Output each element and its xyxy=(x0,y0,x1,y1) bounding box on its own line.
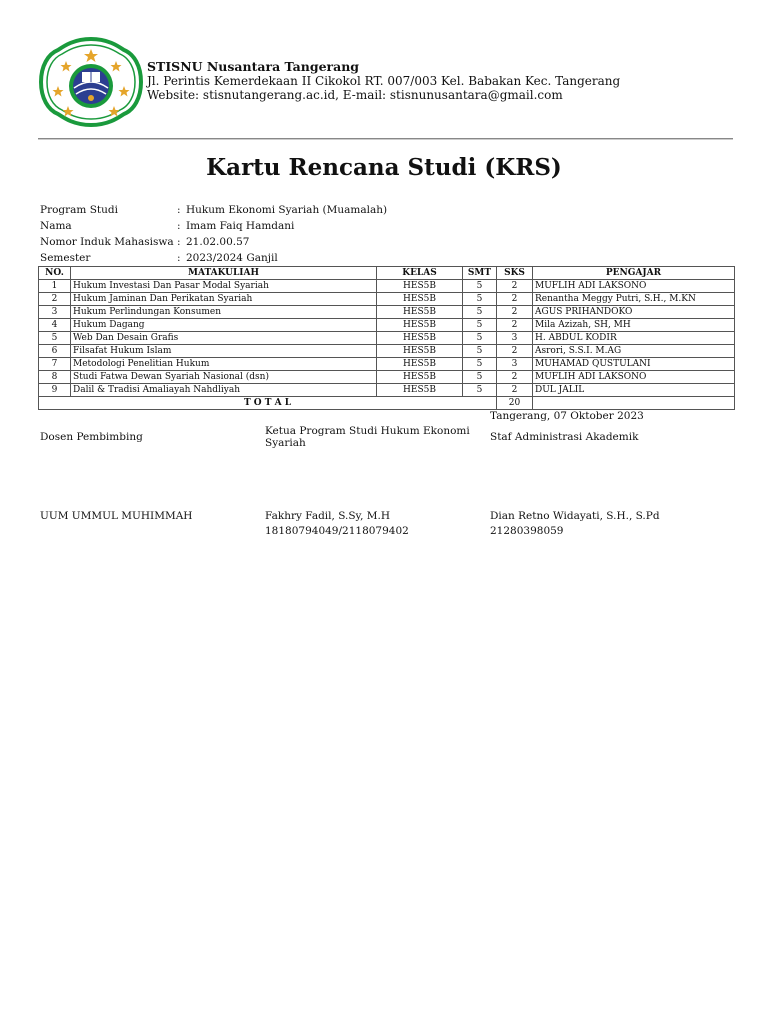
cell-lecturer: MUHAMAD QUSTULANI xyxy=(533,358,735,371)
table-row xyxy=(39,358,735,371)
cell-smt: 5 xyxy=(463,332,497,345)
institution-contact: Website: stisnutangerang.ac.id, E-mail: stisnunusantara@gmail.com xyxy=(147,88,563,102)
institution-address: Jl. Perintis Kemerdekaan II Cikokol RT. 007/003 Kel. Babakan Kec. Tangerang xyxy=(147,74,621,88)
cell-no: 5 xyxy=(39,332,71,345)
header-sks: SKS xyxy=(497,267,533,280)
cell-no: 2 xyxy=(39,293,71,306)
total-label: T O T A L xyxy=(39,397,497,410)
cell-lecturer: AGUS PRIHANDOKO xyxy=(533,306,735,319)
colon: : xyxy=(177,220,181,232)
cell-class: HES5B xyxy=(377,384,463,397)
table-row xyxy=(39,345,735,358)
course-table xyxy=(38,266,735,410)
cell-lecturer: MUFLIH ADI LAKSONO xyxy=(533,280,735,293)
cell-sks: 2 xyxy=(497,293,533,306)
cell-course: Filsafat Hukum Islam xyxy=(71,345,377,358)
cell-smt: 5 xyxy=(463,358,497,371)
colon: : xyxy=(177,236,181,248)
cell-no: 9 xyxy=(39,384,71,397)
header-no: NO. xyxy=(39,267,71,280)
total-empty xyxy=(533,397,735,410)
header-lecturer: PENGAJAR xyxy=(533,267,735,280)
head-name: Fakhry Fadil, S.Sy, M.H xyxy=(265,510,391,522)
advisor-title: Dosen Pembimbing xyxy=(40,431,143,443)
cell-lecturer: Mila Azizah, SH, MH xyxy=(533,319,735,332)
name-value: Imam Faiq Hamdani xyxy=(186,220,295,232)
advisor-name: UUM UMMUL MUHIMMAH xyxy=(40,510,193,522)
cell-sks: 2 xyxy=(497,384,533,397)
cell-course: Dalil & Tradisi Amaliayah Nahdliyah xyxy=(71,384,377,397)
cell-no: 7 xyxy=(39,358,71,371)
cell-class: HES5B xyxy=(377,345,463,358)
student-info xyxy=(40,202,387,266)
table-row xyxy=(39,293,735,306)
cell-no: 4 xyxy=(39,319,71,332)
header-divider xyxy=(38,138,733,140)
table-row xyxy=(39,306,735,319)
page-title: Kartu Rencana Studi (KRS) xyxy=(206,154,562,181)
cell-course: Hukum Investasi Dan Pasar Modal Syariah xyxy=(71,280,377,293)
table-row xyxy=(39,319,735,332)
cell-lecturer: H. ABDUL KODIR xyxy=(533,332,735,345)
cell-sks: 2 xyxy=(497,371,533,384)
head-id: 18180794049/2118079402 xyxy=(265,525,409,537)
cell-class: HES5B xyxy=(377,280,463,293)
admin-name: Dian Retno Widayati, S.H., S.Pd xyxy=(490,510,660,522)
cell-smt: 5 xyxy=(463,371,497,384)
nim-row xyxy=(40,234,387,250)
table-row xyxy=(39,280,735,293)
cell-smt: 5 xyxy=(463,345,497,358)
admin-title: Staf Administrasi Akademik xyxy=(490,431,639,443)
cell-no: 1 xyxy=(39,280,71,293)
cell-sks: 2 xyxy=(497,319,533,332)
table-row xyxy=(39,384,735,397)
cell-class: HES5B xyxy=(377,319,463,332)
cell-course: Metodologi Penelitian Hukum xyxy=(71,358,377,371)
institution-header xyxy=(147,60,620,102)
colon: : xyxy=(177,252,181,264)
cell-course: Hukum Perlindungan Konsumen xyxy=(71,306,377,319)
cell-class: HES5B xyxy=(377,293,463,306)
cell-smt: 5 xyxy=(463,319,497,332)
cell-smt: 5 xyxy=(463,293,497,306)
program-row xyxy=(40,202,387,218)
program-value: Hukum Ekonomi Syariah (Muamalah) xyxy=(186,204,388,216)
header-course: MATAKULIAH xyxy=(71,267,377,280)
nim-value: 21.02.00.57 xyxy=(186,236,250,248)
cell-class: HES5B xyxy=(377,332,463,345)
nim-label: Nomor Induk Mahasiswa xyxy=(40,236,174,248)
cell-no: 8 xyxy=(39,371,71,384)
cell-sks: 3 xyxy=(497,358,533,371)
cell-lecturer: Asrori, S.S.I. M.AG xyxy=(533,345,735,358)
place-date: Tangerang, 07 Oktober 2023 xyxy=(490,410,644,422)
header-smt: SMT xyxy=(463,267,497,280)
cell-class: HES5B xyxy=(377,306,463,319)
total-sks: 20 xyxy=(497,397,533,410)
cell-course: Hukum Jaminan Dan Perikatan Syariah xyxy=(71,293,377,306)
table-header-row xyxy=(39,267,735,280)
cell-class: HES5B xyxy=(377,358,463,371)
institution-name: STISNU Nusantara Tangerang xyxy=(147,59,360,74)
program-label: Program Studi xyxy=(40,204,118,216)
cell-smt: 5 xyxy=(463,280,497,293)
cell-lecturer: MUFLIH ADI LAKSONO xyxy=(533,371,735,384)
total-row xyxy=(39,397,735,410)
cell-smt: 5 xyxy=(463,384,497,397)
cell-lecturer: Renantha Meggy Putri, S.H., M.KN xyxy=(533,293,735,306)
head-title: Ketua Program Studi Hukum Ekonomi Syariah xyxy=(265,425,470,449)
cell-smt: 5 xyxy=(463,306,497,319)
cell-course: Studi Fatwa Dewan Syariah Nasional (dsn) xyxy=(71,371,377,384)
cell-class: HES5B xyxy=(377,371,463,384)
cell-lecturer: DUL JALIL xyxy=(533,384,735,397)
cell-sks: 2 xyxy=(497,306,533,319)
admin-id: 21280398059 xyxy=(490,525,564,537)
table-row xyxy=(39,332,735,345)
name-label: Nama xyxy=(40,220,72,232)
name-row xyxy=(40,218,387,234)
table-row xyxy=(39,371,735,384)
cell-sks: 2 xyxy=(497,280,533,293)
cell-course: Web Dan Desain Grafis xyxy=(71,332,377,345)
semester-row xyxy=(40,250,387,266)
header-class: KELAS xyxy=(377,267,463,280)
cell-course: Hukum Dagang xyxy=(71,319,377,332)
colon: : xyxy=(177,204,181,216)
cell-sks: 2 xyxy=(497,345,533,358)
semester-label: Semester xyxy=(40,252,91,264)
semester-value: 2023/2024 Ganjil xyxy=(186,252,278,264)
cell-sks: 3 xyxy=(497,332,533,345)
cell-no: 6 xyxy=(39,345,71,358)
institution-logo xyxy=(38,36,144,128)
cell-no: 3 xyxy=(39,306,71,319)
